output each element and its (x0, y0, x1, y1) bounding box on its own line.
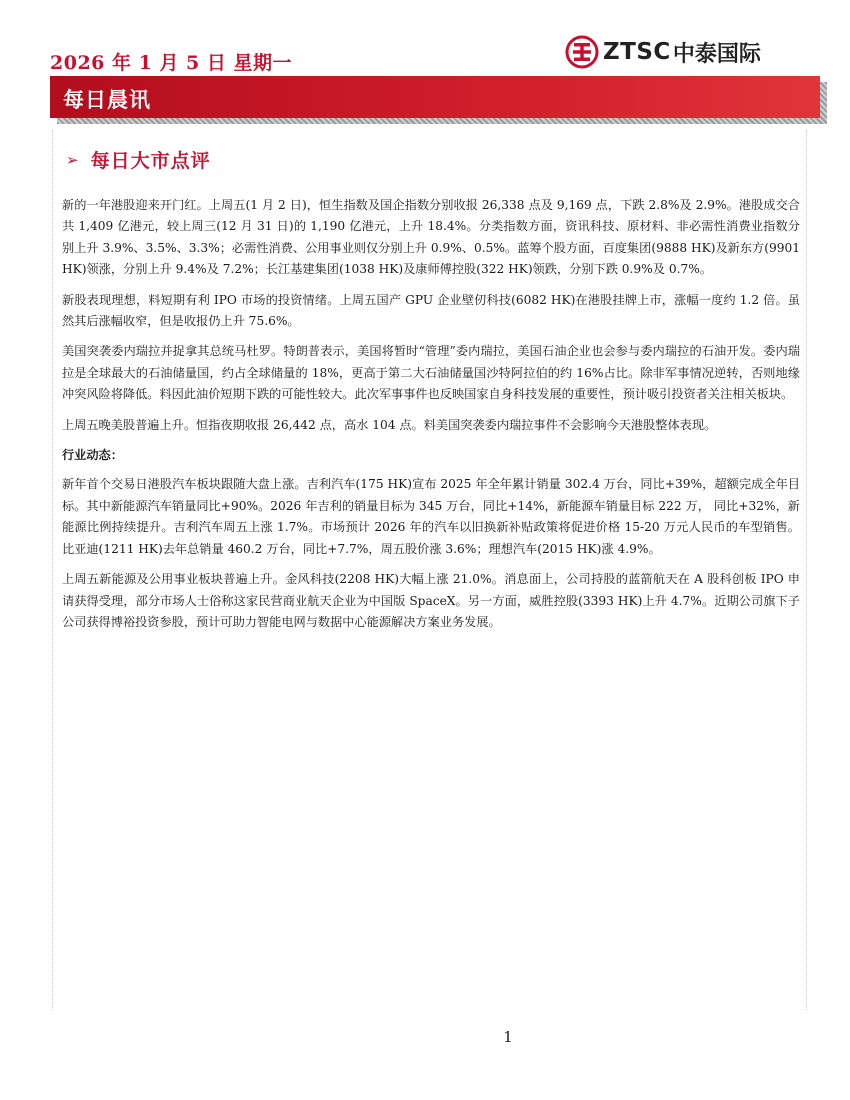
logo-text-cn: 中泰国际 (672, 41, 761, 67)
arrow-bullet-icon: ➢ (66, 150, 79, 169)
right-margin-guide (806, 130, 807, 1010)
left-margin-guide (52, 130, 53, 1010)
title-banner (50, 76, 820, 118)
section-title: 每日大市点评 (90, 150, 211, 172)
report-body (62, 195, 800, 642)
industry-heading: 行业动态： (62, 448, 123, 463)
section-heading (66, 146, 211, 173)
market-paragraph: 美国突袭委内瑞拉并捉拿其总统马杜罗。特朗普表示，美国将暂时“管理”委内瑞拉，美国石油企业也会参与委内瑞拉的石油开发。委内瑞拉是全球最大的石油储量国，约占全球储量的 18%，更高于第二大石油储量国沙特阿拉伯的约 16%占比。除非军事情况逆转，否则地缘冲突风险将降低。料因此油价短期下跌的可能性较大。此次军事事件也反映国家自身科技发展的重要性，预计吸引投资者关注相关板块。 (62, 344, 800, 402)
page-number: 1 (503, 1028, 513, 1046)
industry-paragraph: 新年首个交易日港股汽车板块跟随大盘上涨。吉利汽车(175 HK)宣布 2025 年全年累计销量 302.4 万台，同比+39%，超额完成全年目标。其中新能源汽车销量同比+90%。2026 年吉利的销量目标为 345 万台，同比+14%，新能源车销量目标 222 万， 同比+32%，新能源比例持续提升。吉利汽车周五上涨 1.7%。市场预计 2026 年的汽车以旧换新补贴政策将促进价格 15-20 万元人民币的车型销售。比亚迪(1211 HK)去年总销量 460.2 万台，同比+7.7%，周五股价涨 3.6%；理想汽车(2015 HK)涨 4.9%。 (62, 477, 800, 556)
report-date: 2026 年 1 月 5 日 星期一 (50, 52, 293, 74)
industry-paragraph: 上周五新能源及公用事业板块普遍上升。金风科技(2208 HK)大幅上涨 21.0%。消息面上，公司持股的蓝箭航天在 A 股科创板 IPO 申请获得受理，部分市场人士俗称这家民营商业航天企业为中国版 SpaceX。另一方面，威胜控股(3393 HK)上升 4.7%。近期公司旗下子公司获得博裕投资参股，预计可助力智能电网与数据中心能源解决方案业务发展。 (62, 572, 800, 629)
market-paragraph: 新股表现理想，料短期有利 IPO 市场的投资情绪。上周五国产 GPU 企业壁仞科技(6082 HK)在港股挂牌上市，涨幅一度约 1.2 倍。虽然其后涨幅收窄，但是收报仍上升 75.6%。 (62, 292, 800, 329)
banner-title: 每日晨讯 (63, 88, 151, 112)
market-paragraph: 新的一年港股迎来开门红。上周五(1 月 2 日)，恒生指数及国企指数分别收报 26,338 点及 9,169 点，下跌 2.8%及 2.9%。港股成交合共 1,409 亿港元，较上周三(12 月 31 日)的 1,190 亿港元，上升 18.4%。分类指数方面，资讯科技、原材料、非必需性消费业指数分别上升 3.9%、3.5%、3.3%；必需性消费、公用事业则仅分别上升 0.9%、0.5%。蓝筹个股方面，百度集团(9888 HK)及新东方(9901 HK)领涨，分别上升 9.4%及 7.2%；长江基建集团(1038 HK)及康师傅控股(322 HK)领跌，分别下跌 0.9%及 0.7%。 (62, 198, 800, 277)
market-paragraph: 上周五晚美股普遍上升。恒指夜期收报 26,442 点，高水 104 点。料美国突袭委内瑞拉事件不会影响今天港股整体表现。 (62, 417, 717, 432)
logo-text-en: ZTSC (603, 39, 671, 65)
ztsc-logo-mark-icon (565, 35, 599, 69)
company-logo (565, 34, 761, 70)
